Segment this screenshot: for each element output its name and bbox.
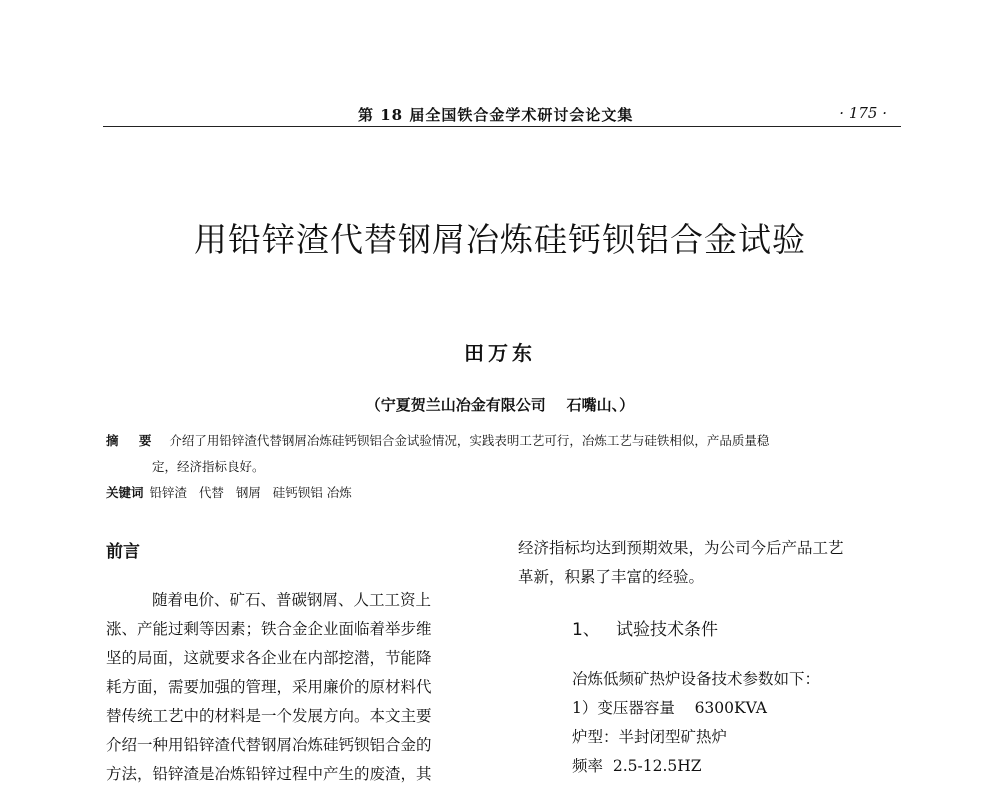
abstract-text-2: 定，经济指标良好。 <box>152 459 265 474</box>
proceedings-title: 第 18 届全国铁合金学术研讨会论文集 <box>358 106 634 124</box>
keywords-text: 铅锌渣 代替 钢屑 硅钙钡铝 冶炼 <box>149 485 352 500</box>
section-heading-preface: 前言 <box>106 542 140 562</box>
spec-line: 炉型：半封闭型矿热炉 <box>572 728 728 746</box>
furnace-specs <box>572 665 902 781</box>
abstract-text-1: 介绍了用铅锌渣代替钢屑冶炼硅钙钡铝合金试验情况，实践表明工艺可行，冶炼工艺与硅铁相似，产品质量稳 <box>169 433 770 448</box>
abstract-label: 摘 要 <box>106 433 160 448</box>
running-header <box>103 102 901 126</box>
left-column-body <box>106 586 490 789</box>
abstract <box>106 428 906 480</box>
abstract-line-1 <box>106 428 906 454</box>
keywords-label: 关键词 <box>106 485 144 500</box>
left-line: 坚的局面，这就要求各企业在内部挖潜，节能降 <box>106 649 432 667</box>
page-number: · 175 · <box>839 104 887 122</box>
author-name: 田万东 <box>464 341 536 365</box>
left-line: 耗方面，需要加强的管理，采用廉价的原材料代 <box>106 678 432 696</box>
left-line: 涨、产能过剩等因素；铁合金企业面临着举步维 <box>106 620 432 638</box>
author-affiliation: （宁夏贺兰山冶金有限公司 石嘴山、） <box>365 396 635 414</box>
keywords <box>106 482 906 504</box>
right-line: 经济指标均达到预期效果，为公司今后产品工艺 <box>518 539 844 557</box>
left-line: 随着电价、矿石、普碳钢屑、人工工资上 <box>152 591 432 609</box>
header-rule <box>103 126 901 127</box>
spec-line: 1）变压器容量 6300KVA <box>572 699 767 717</box>
left-line: 方法，铅锌渣是冶炼铅锌过程中产生的废渣，其 <box>106 765 432 783</box>
right-line: 革新，积累了丰富的经验。 <box>518 568 705 586</box>
paper-title: 用铅锌渣代替钢屑冶炼硅钙钡铝合金试验 <box>194 220 806 259</box>
left-line: 替传统工艺中的材料是一个发展方向。本文主要 <box>106 707 432 725</box>
right-column-body <box>518 534 903 592</box>
spec-line: 冶炼低频矿热炉设备技术参数如下： <box>572 670 821 688</box>
spec-line: 频率 2.5-12.5HZ <box>572 757 702 775</box>
left-line: 介绍一种用铅锌渣代替钢屑冶炼硅钙钡铝合金的 <box>106 736 432 754</box>
section-heading-test-conditions: 1、 试验技术条件 <box>572 620 719 640</box>
